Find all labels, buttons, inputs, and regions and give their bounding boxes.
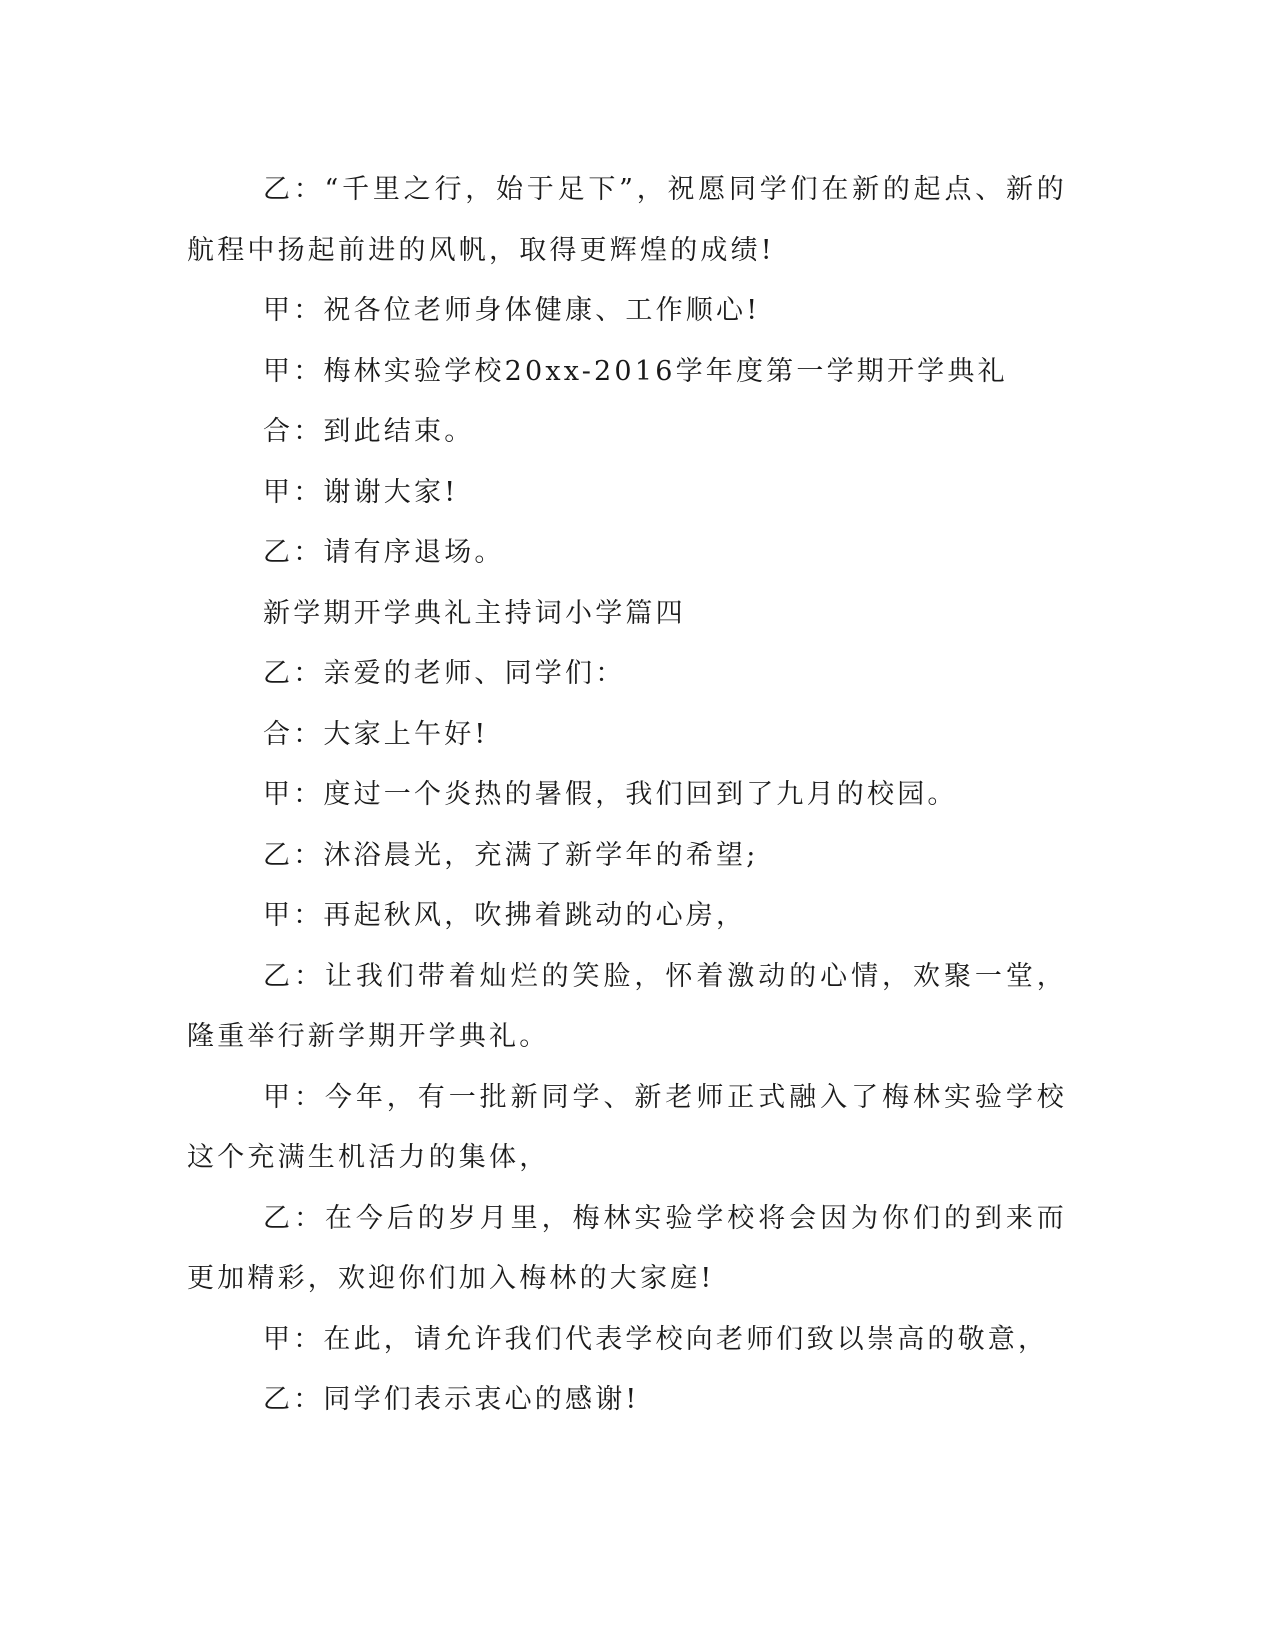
paragraph: 合：到此结束。 [263,416,475,447]
paragraph: 甲：在此，请允许我们代表学校向老师们致以崇高的敬意， [263,1323,1049,1355]
paragraph: 甲：度过一个炎热的暑假，我们回到了九月的校园。 [263,779,958,810]
paragraph: 乙：同学们表示衷心的感谢! [263,1384,640,1415]
paragraph: 乙：亲爱的老师、同学们： [263,658,626,689]
paragraph: 乙：沐浴晨光，充满了新学年的希望; [263,839,759,871]
paragraph: 甲：今年，有一批新同学、新老师正式融入了梅林实验学校这个充满生机活力的集体， [187,1081,1067,1173]
section-heading: 新学期开学典礼主持词小学篇四 [263,597,686,629]
paragraph: 合：大家上午好! [263,718,489,750]
paragraph: 甲：谢谢大家! [263,476,459,508]
paragraph: 乙：在今后的岁月里，梅林实验学校将会因为你们的到来而更加精彩，欢迎你们加入梅林的大家庭! [187,1202,1067,1294]
paragraph: 乙：“千里之行，始于足下”，祝愿同学们在新的起点、新的航程中扬起前进的风帆，取得更辉煌的成绩! [187,174,1067,266]
paragraph: 乙：让我们带着灿烂的笑脸，怀着激动的心情，欢聚一堂，隆重举行新学期开学典礼。 [187,960,1067,1052]
paragraph: 甲：再起秋风，吹拂着跳动的心房， [263,900,747,931]
paragraph: 乙：请有序退场。 [263,537,505,568]
paragraph: 甲：梅林实验学校20xx-2016学年度第一学期开学典礼 [263,355,1008,387]
document-body [187,160,1067,1431]
paragraph: 甲：祝各位老师身体健康、工作顺心! [263,295,761,326]
